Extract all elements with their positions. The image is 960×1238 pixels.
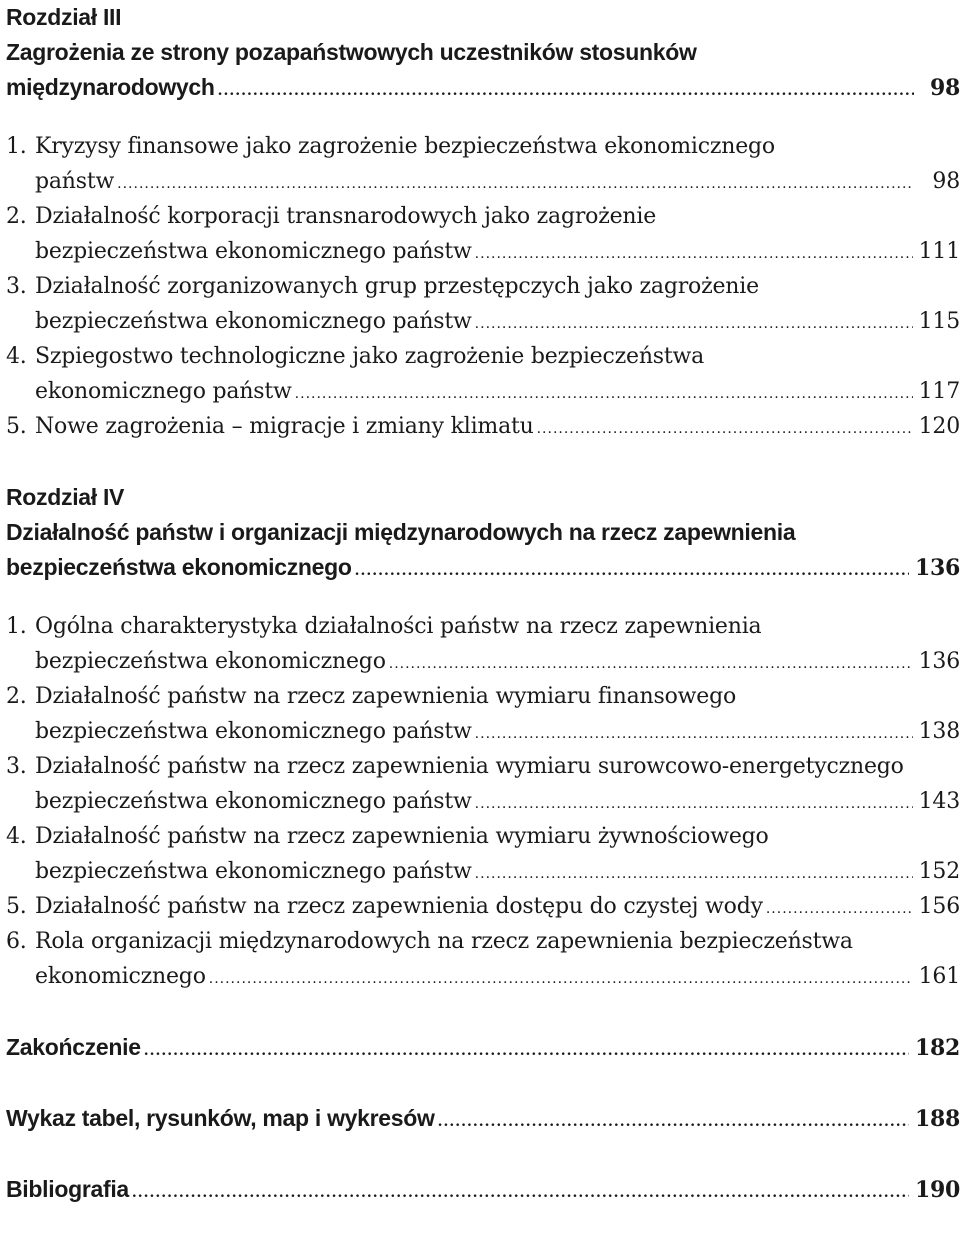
entry-number: 1. — [6, 614, 27, 639]
chapter-4-label: Rozdział IV — [6, 484, 125, 510]
toc-entry — [6, 409, 960, 444]
toc-entry — [6, 924, 960, 959]
leader-dots — [475, 307, 913, 342]
chapter-3-title-line2: międzynarodowych — [6, 74, 215, 100]
leader-dots — [117, 167, 914, 202]
entry-title: ekonomicznego — [35, 964, 206, 989]
section-title: Wykaz tabel, rysunków, map i wykresów — [6, 1105, 435, 1131]
chapter-3-label: Rozdział III — [6, 4, 122, 30]
entry-number: 3. — [6, 754, 27, 779]
leader-dots — [475, 857, 913, 892]
entry-title: Działalność państw na rzecz zapewnienia wymiaru surowcowo-energetycznego — [35, 754, 904, 779]
entry-title: bezpieczeństwa ekonomicznego państw — [35, 789, 472, 814]
toc-entry — [6, 609, 960, 644]
entry-number: 2. — [6, 684, 27, 709]
entry-title: bezpieczeństwa ekonomicznego państw — [35, 859, 472, 884]
toc-entry — [6, 339, 960, 374]
toc-entry-continuation — [6, 714, 960, 749]
entry-title: bezpieczeństwa ekonomicznego państw — [35, 309, 472, 334]
section-title: Bibliografia — [6, 1176, 129, 1202]
entry-title: bezpieczeństwa ekonomicznego państw — [35, 719, 472, 744]
chapter-4-title-line2: bezpieczeństwa ekonomicznego — [6, 554, 352, 580]
toc-section-zakonczenie — [6, 1030, 960, 1065]
leader-dots — [475, 717, 913, 752]
leader-dots — [475, 787, 913, 822]
toc-entry — [6, 199, 960, 234]
chapter-3-page: 98 — [929, 75, 960, 101]
toc-entry — [6, 819, 960, 854]
toc-entry-continuation — [6, 644, 960, 679]
entry-page: 152 — [918, 859, 960, 884]
leader-dots — [209, 962, 913, 997]
toc-entry-continuation — [6, 784, 960, 819]
toc-entry — [6, 749, 960, 784]
chapter-title-line — [6, 550, 960, 585]
leader-dots — [537, 412, 913, 447]
entry-page: 143 — [918, 789, 960, 814]
entry-title: Działalność zorganizowanych grup przestępczych jako zagrożenie — [35, 274, 759, 299]
leader-dots — [218, 74, 914, 109]
entry-page: 115 — [918, 309, 960, 334]
entry-number: 4. — [6, 824, 27, 849]
section-page: 182 — [914, 1035, 960, 1061]
chapter-title-line — [6, 70, 960, 105]
toc-entry-continuation — [6, 164, 960, 199]
entry-title: państw — [35, 169, 115, 194]
toc-entry-continuation — [6, 234, 960, 269]
toc-entry-continuation — [6, 854, 960, 889]
chapter-4-title-line1: Działalność państw i organizacji międzynarodowych na rzecz zapewnienia — [6, 519, 796, 545]
entry-number: 4. — [6, 344, 27, 369]
toc-entry — [6, 129, 960, 164]
entry-page: 111 — [918, 239, 960, 264]
entry-title: Działalność państw na rzecz zapewnienia wymiaru żywnościowego — [35, 824, 769, 849]
entry-page: 117 — [918, 379, 960, 404]
leader-dots — [144, 1034, 909, 1069]
entry-number: 3. — [6, 274, 27, 299]
entry-page: 138 — [918, 719, 960, 744]
entry-page: 120 — [918, 414, 960, 439]
chapter-title-line — [6, 515, 960, 550]
entry-number: 1. — [6, 134, 27, 159]
section-title: Zakończenie — [6, 1034, 141, 1060]
toc-entry-continuation — [6, 304, 960, 339]
entry-number: 5. — [6, 414, 27, 439]
toc-entry — [6, 889, 960, 924]
section-page: 188 — [914, 1106, 960, 1132]
entry-page: 98 — [932, 169, 960, 194]
entry-title: Działalność państw na rzecz zapewnienia wymiaru finansowego — [35, 684, 736, 709]
chapter-label — [6, 480, 960, 515]
entry-title: ekonomicznego państw — [35, 379, 292, 404]
leader-dots — [389, 647, 913, 682]
entry-title: Kryzysy finansowe jako zagrożenie bezpieczeństwa ekonomicznego — [35, 134, 775, 159]
entry-number: 6. — [6, 929, 27, 954]
leader-dots — [355, 554, 909, 589]
entry-page: 136 — [918, 649, 960, 674]
toc-section-wykaz — [6, 1101, 960, 1136]
leader-dots — [475, 237, 913, 272]
leader-dots — [295, 377, 913, 412]
entry-title: Rola organizacji międzynarodowych na rzecz zapewnienia bezpieczeństwa — [35, 929, 853, 954]
entry-title: Działalność korporacji transnarodowych jako zagrożenie — [35, 204, 657, 229]
toc-section-bibliografia — [6, 1172, 960, 1207]
entry-number: 2. — [6, 204, 27, 229]
chapter-label — [6, 0, 960, 35]
chapter-4-page: 136 — [914, 555, 960, 581]
leader-dots — [132, 1176, 909, 1211]
leader-dots — [438, 1105, 909, 1140]
chapter-title-line — [6, 35, 960, 70]
entry-number: 5. — [6, 894, 27, 919]
toc-entry — [6, 269, 960, 304]
entry-title: bezpieczeństwa ekonomicznego państw — [35, 239, 472, 264]
toc-entry-continuation — [6, 374, 960, 409]
section-page: 190 — [914, 1177, 960, 1203]
chapter-3-title-line1: Zagrożenia ze strony pozapaństwowych uczestników stosunków — [6, 39, 697, 65]
entry-page: 156 — [918, 894, 960, 919]
entry-title: Działalność państw na rzecz zapewnienia dostępu do czystej wody — [35, 894, 763, 919]
toc-entry-continuation — [6, 959, 960, 994]
entry-page: 161 — [918, 964, 960, 989]
leader-dots — [766, 892, 913, 927]
entry-title: Nowe zagrożenia – migracje i zmiany klimatu — [35, 414, 534, 439]
entry-title: Szpiegostwo technologiczne jako zagrożenie bezpieczeństwa — [35, 344, 705, 369]
entry-title: Ogólna charakterystyka działalności państw na rzecz zapewnienia — [35, 614, 762, 639]
toc-entry — [6, 679, 960, 714]
entry-title: bezpieczeństwa ekonomicznego — [35, 649, 386, 674]
